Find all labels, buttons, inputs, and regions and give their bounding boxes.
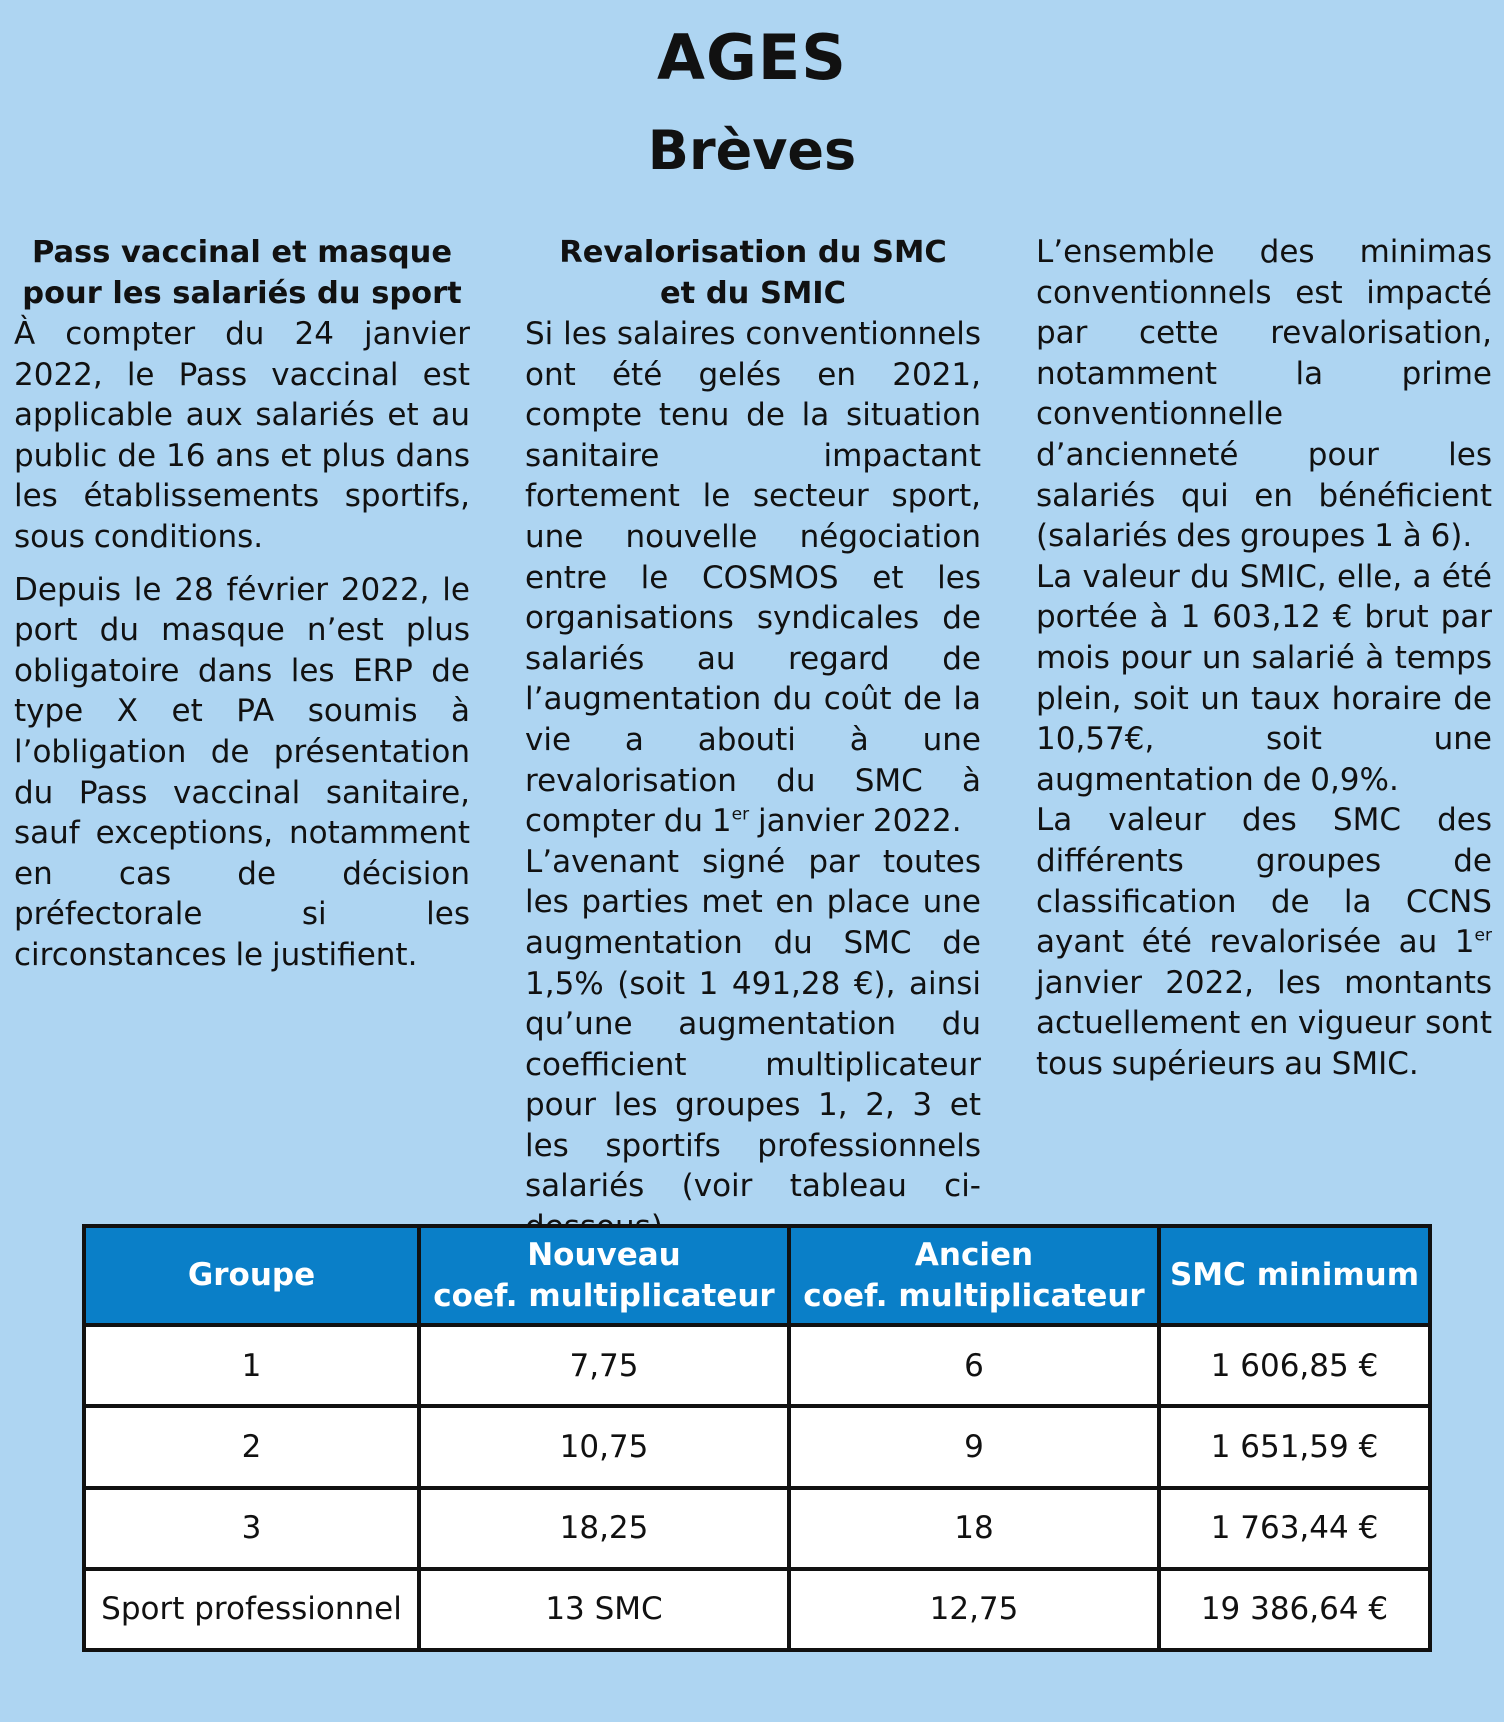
article-revalorisation	[525, 232, 981, 1248]
org-title: AGES	[657, 21, 847, 94]
article-pass-vaccinal	[14, 232, 470, 976]
paragraph-text: La valeur des SMC des différents groupes de classification de la CCNS ayant été revalorisée au 1	[1036, 802, 1492, 961]
page-subtitle: Brèves	[647, 119, 857, 182]
table-row	[84, 1569, 1430, 1650]
article-paragraph: L’ensemble des minimas conventionnels est impacté par cette revalorisation, notamment la prime conventionnelle d’ancienneté pour les salariés qui en bénéficient (salariés des groupes 1 à 6).	[1036, 234, 1492, 555]
cell-ancien-coef: 18	[789, 1488, 1159, 1569]
article-heading	[525, 232, 981, 314]
heading-line-2: et du SMIC	[659, 276, 847, 311]
table-row	[84, 1325, 1430, 1406]
article-paragraph: Depuis le 28 février 2022, le port du masque n’est plus obligatoire dans les ERP de type X et PA soumis à l’obligation de présentation du Pass vaccinal sanitaire, sauf exceptions, notamment en cas de décision préfectorale si les circonstances le justifient.	[14, 571, 470, 973]
ordinal-suffix: er	[1474, 925, 1492, 946]
paragraph-text: Si les salaires conventionnels ont été gelés en 2021, compte tenu de la situation sanitaire impactant fortement le secteur sport, une nouvelle négociation entre le COSMOS et les organisations syndicales de salariés au regard de l’augmentation du coût de la vie a abouti à une revalorisation du SMC à compter du 1	[525, 316, 981, 840]
cell-nouveau-coef: 10,75	[419, 1406, 789, 1487]
cell-groupe: Sport professionnel	[84, 1569, 419, 1650]
cell-groupe: 3	[84, 1488, 419, 1569]
cell-nouveau-coef: 18,25	[419, 1488, 789, 1569]
cell-groupe: 1	[84, 1325, 419, 1406]
header-nouveau-coef: Nouveau coef. multiplicateur	[419, 1226, 789, 1325]
header-smc-minimum: SMC minimum	[1159, 1226, 1430, 1325]
header-groupe: Groupe	[84, 1226, 419, 1325]
cell-ancien-coef: 9	[789, 1406, 1159, 1487]
cell-smc-minimum: 1 763,44 €	[1159, 1488, 1430, 1569]
cell-ancien-coef: 6	[789, 1325, 1159, 1406]
heading-line-2: pour les salariés du sport	[22, 276, 462, 311]
article-revalorisation-continued	[1036, 232, 1492, 1084]
article-paragraph: La valeur du SMIC, elle, a été portée à 1 603,12 € brut par mois pour un salarié à temps plein, soit un taux horaire de 10,57€, soit une augmentation de 0,9%.	[1036, 558, 1492, 798]
article-paragraph	[1036, 800, 1492, 1084]
article-heading	[14, 232, 470, 314]
ordinal-suffix: er	[731, 804, 750, 825]
smc-table	[82, 1224, 1432, 1652]
cell-nouveau-coef: 7,75	[419, 1325, 789, 1406]
cell-nouveau-coef: 13 SMC	[419, 1569, 789, 1650]
table-row	[84, 1406, 1430, 1487]
heading-line-1: Revalorisation du SMC	[559, 235, 947, 270]
cell-smc-minimum: 19 386,64 €	[1159, 1569, 1430, 1650]
paragraph-text: janvier 2022.	[749, 803, 962, 840]
heading-line-1: Pass vaccinal et masque	[31, 235, 453, 270]
table-row	[84, 1488, 1430, 1569]
table-header-row	[84, 1226, 1430, 1325]
article-paragraph: L’avenant signé par toutes les parties met en place une augmentation du SMC de 1,5% (soit 1 491,28 €), ainsi qu’une augmentation du coefficient multiplicateur pour les groupes 1, 2, 3 et les sportifs professionnels salariés (voir tableau ci-	[525, 843, 981, 1205]
paragraph-text: janvier 2022, les montants actuellement en vigueur sont tous supérieurs au SMIC.	[1036, 964, 1492, 1082]
cell-smc-minimum: 1 651,59 €	[1159, 1406, 1430, 1487]
header-ancien-coef: Ancien coef. multiplicateur	[789, 1226, 1159, 1325]
article-paragraph	[525, 314, 981, 842]
article-paragraph: À compter du 24 janvier 2022, le Pass vaccinal est applicable aux salariés et au public de 16 ans et plus dans les établissements sportifs, sous conditions.	[14, 316, 470, 555]
cell-ancien-coef: 12,75	[789, 1569, 1159, 1650]
cell-smc-minimum: 1 606,85 €	[1159, 1325, 1430, 1406]
cell-groupe: 2	[84, 1406, 419, 1487]
